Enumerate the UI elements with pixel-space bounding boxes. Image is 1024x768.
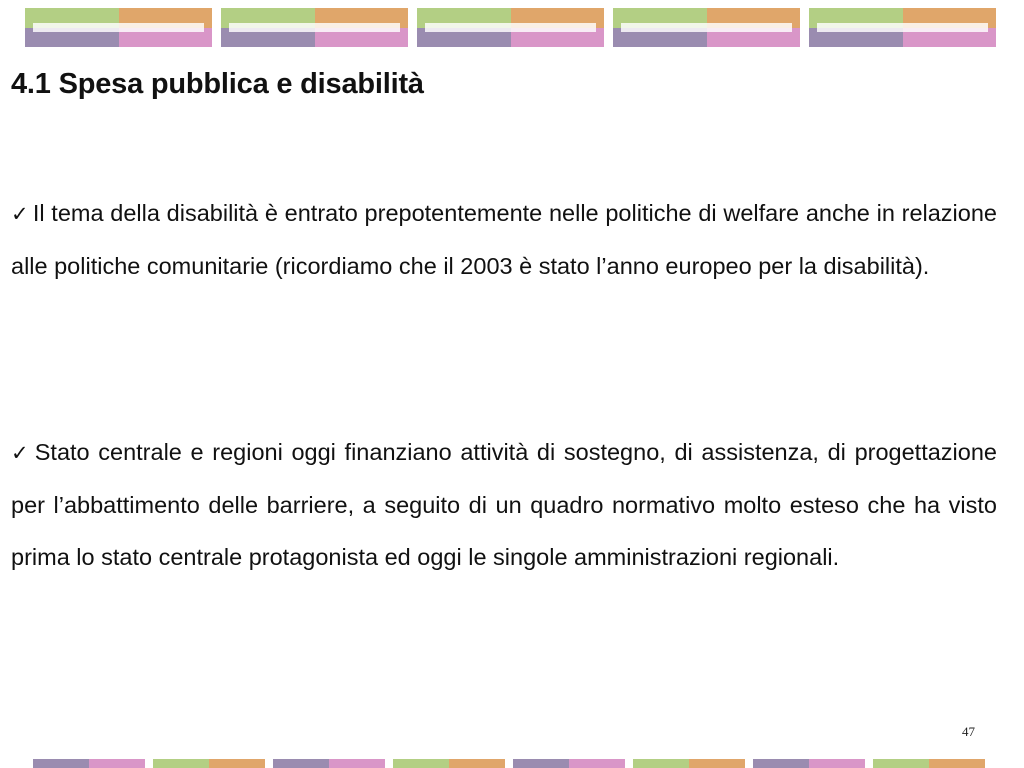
color-swatch <box>633 759 689 768</box>
color-swatch <box>513 759 569 768</box>
color-swatch <box>329 759 385 768</box>
color-swatch <box>449 759 505 768</box>
color-swatch <box>89 759 145 768</box>
decorative-block <box>753 759 865 768</box>
color-swatch <box>393 759 449 768</box>
bullet-item <box>11 187 997 292</box>
slide-title: 4.1 Spesa pubblica e disabilità <box>11 68 424 100</box>
color-swatch <box>33 759 89 768</box>
decorative-block <box>417 8 604 47</box>
decorative-block <box>273 759 385 768</box>
color-swatch <box>929 759 985 768</box>
decorative-block <box>633 759 745 768</box>
decorative-block <box>513 759 625 768</box>
decorative-block <box>25 8 212 47</box>
decorative-stripe <box>33 23 204 32</box>
page-number: 47 <box>962 724 975 739</box>
decorative-stripe <box>425 23 596 32</box>
checkmark-icon: ✓ <box>11 441 31 465</box>
bottom-decorative-band <box>33 759 1024 768</box>
bullet-text: Il tema della disabilità è entrato prepotentemente nelle politiche di welfare anche in relazione alle politiche comunitarie (ricordiamo che il 2003 è stato l’anno europeo per la disabilità). <box>11 200 997 279</box>
color-swatch <box>753 759 809 768</box>
bullet-text: Stato centrale e regioni oggi finanziano attività di sostegno, di assistenza, di progettazione per l’abbattimento delle barriere, a seguito di un quadro normativo molto esteso che ha visto prima lo stato centrale protagonista ed oggi le singole amministrazioni regionali. <box>11 439 997 570</box>
color-swatch <box>873 759 929 768</box>
decorative-stripe <box>621 23 792 32</box>
color-swatch <box>209 759 265 768</box>
checkmark-icon: ✓ <box>11 202 29 226</box>
decorative-stripe <box>229 23 400 32</box>
color-swatch <box>569 759 625 768</box>
decorative-block <box>613 8 800 47</box>
color-swatch <box>273 759 329 768</box>
decorative-block <box>393 759 505 768</box>
decorative-block <box>221 8 408 47</box>
color-swatch <box>153 759 209 768</box>
top-decorative-band <box>25 8 1000 47</box>
color-swatch <box>689 759 745 768</box>
decorative-block <box>809 8 996 47</box>
color-swatch <box>809 759 865 768</box>
bullet-item <box>11 426 997 583</box>
decorative-stripe <box>817 23 988 32</box>
decorative-block <box>153 759 265 768</box>
decorative-block <box>873 759 985 768</box>
decorative-block <box>33 759 145 768</box>
